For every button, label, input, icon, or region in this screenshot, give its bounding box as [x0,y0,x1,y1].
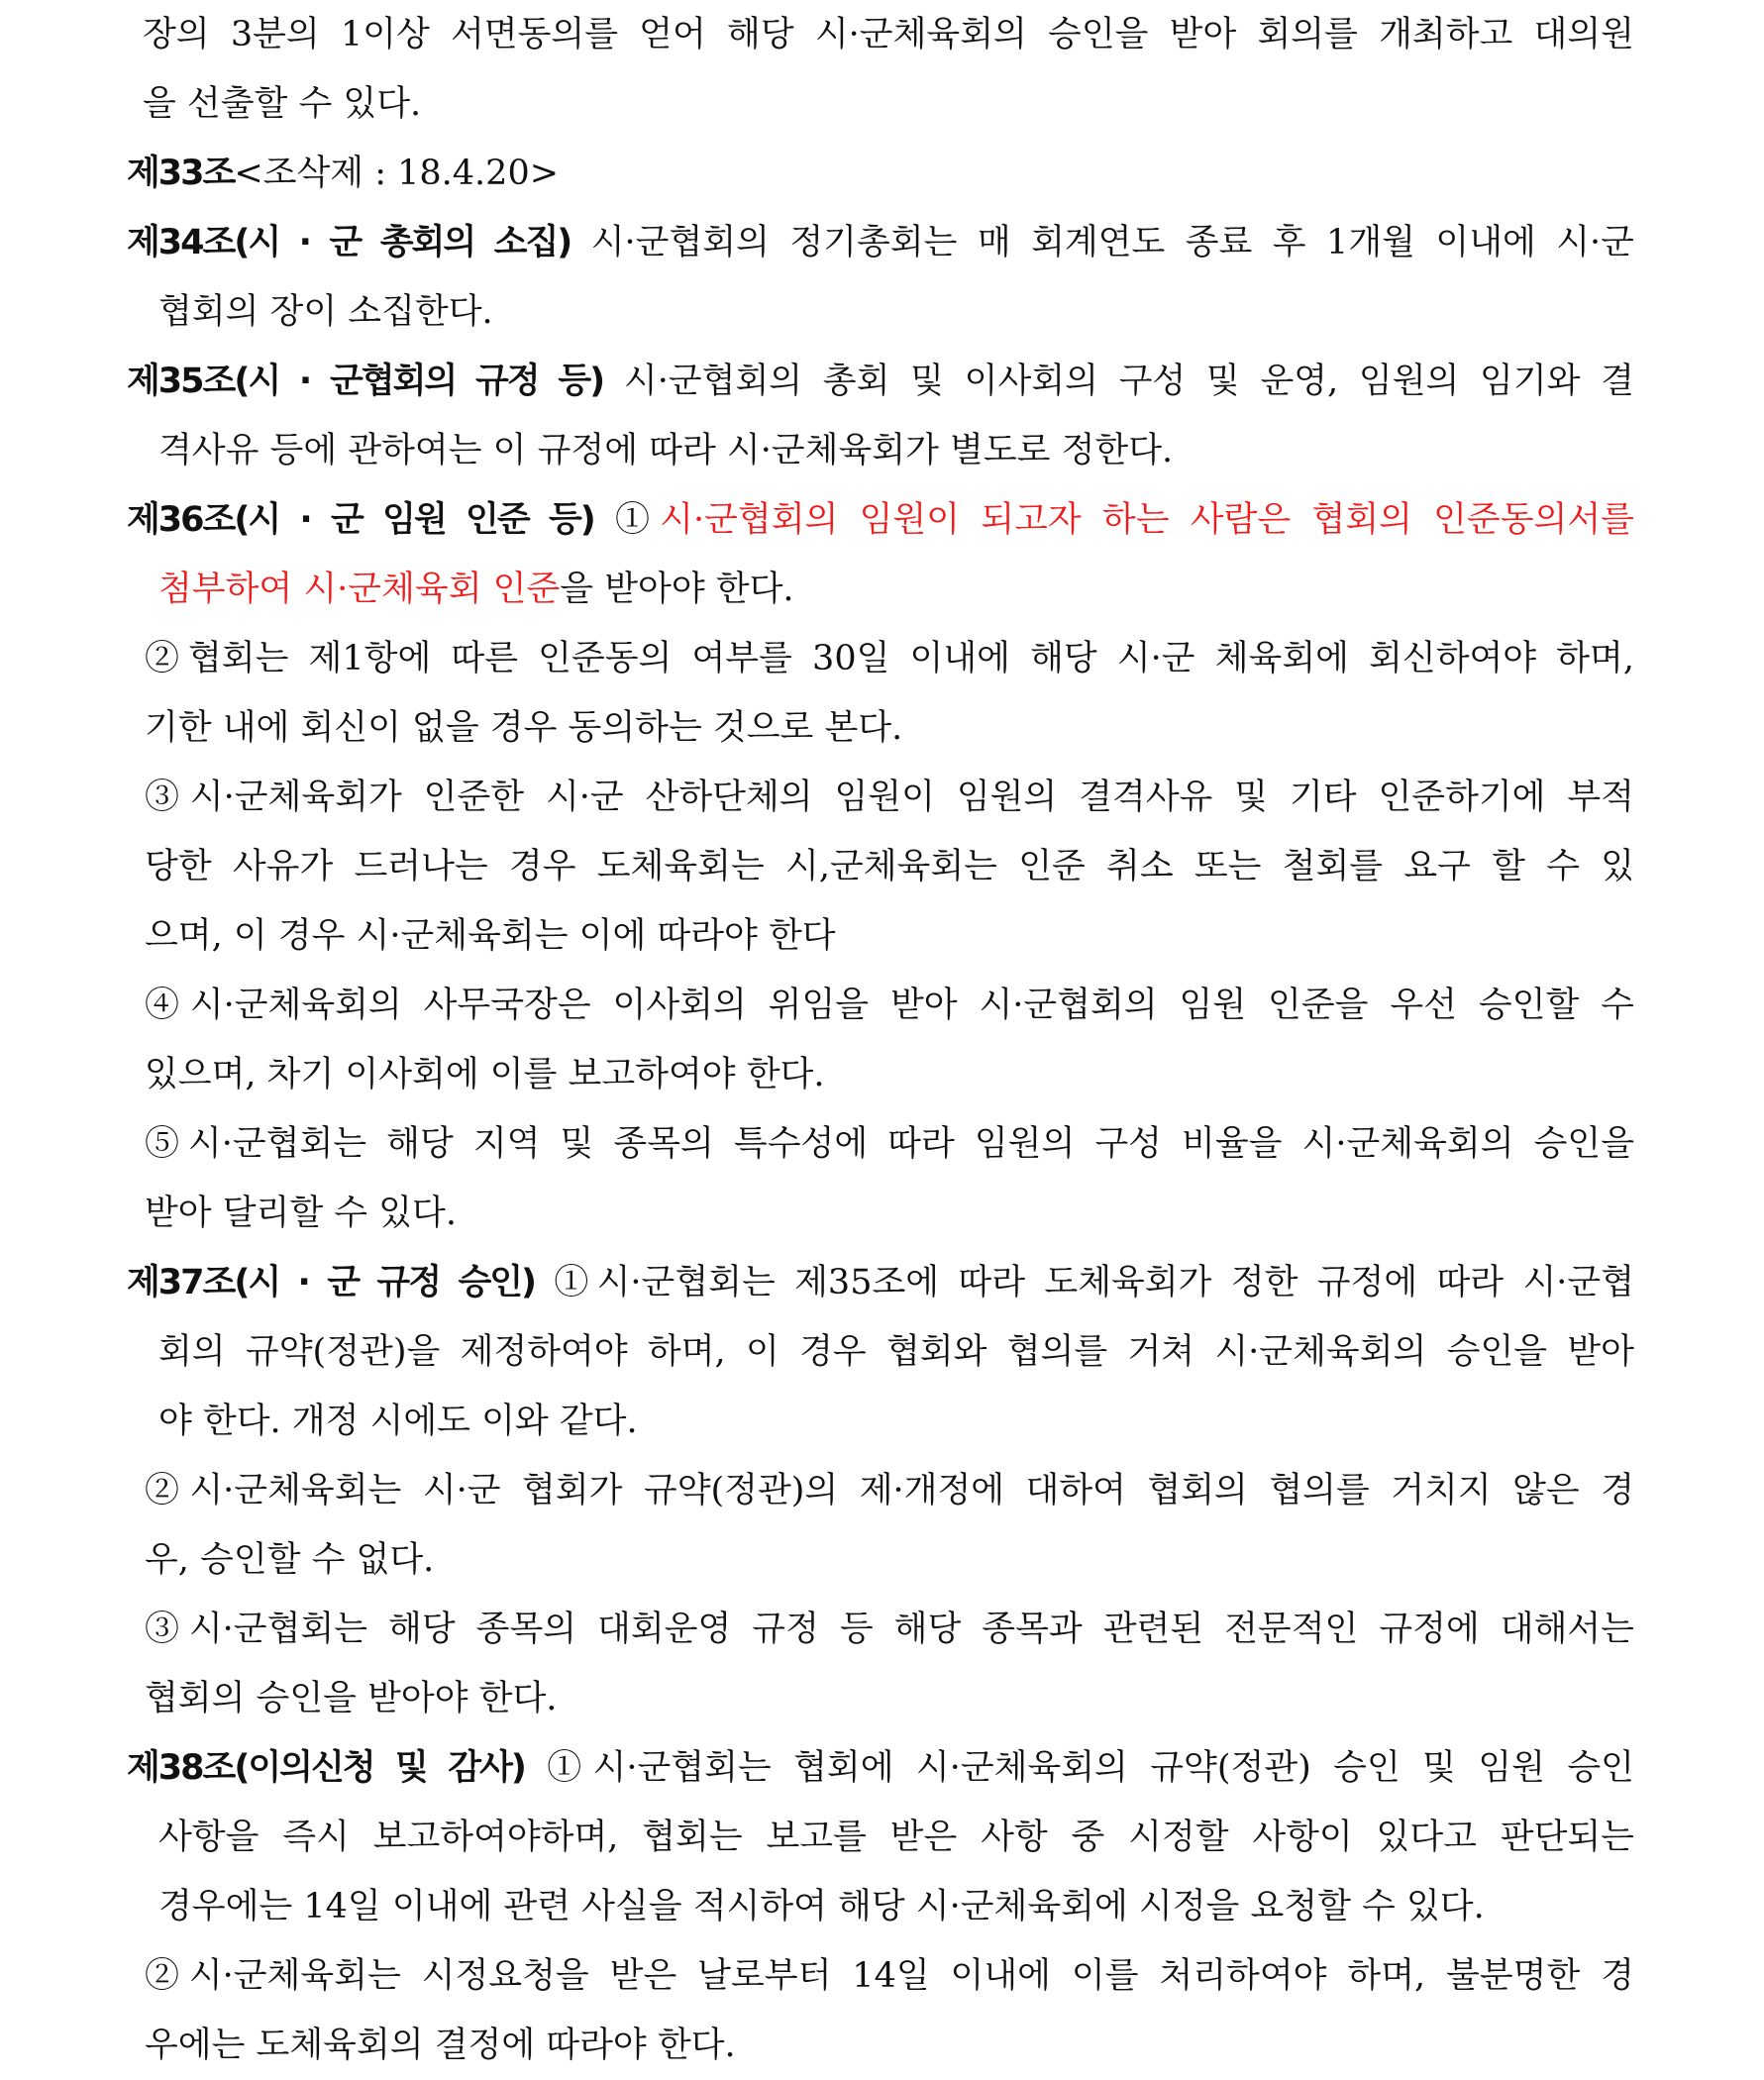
article-35-title: 제35조(시 · 군협회의 규정 등) [127,362,604,401]
article-37-title: 제37조(시 · 군 규정 승인) [127,1263,536,1302]
article-36-para-3-line-3: 으며, 이 경우 시·군체육회는 이에 따라야 한다 [145,916,836,956]
article-36-para-5-line-1: ⑤시·군협회는 해당 지역 및 종목의 특수성에 따라 임원의 구성 비율을 시·군체육회의 승인을 [145,1124,1634,1164]
article-38-para-2-line-2: 우에는 도체육회의 결정에 따라야 한다. [145,2026,736,2065]
article-36-para-4-line-2: 있으며, 차기 이사회에 이를 보고하여야 한다. [145,1055,825,1094]
article-36-para-3-line-2: 당한 사유가 드러나는 경우 도체육회는 시,군체육회는 인준 취소 또는 철회를 요구 할 수 있 [145,847,1634,886]
article-37-para-1-line-3: 야 한다. 개정 시에도 이와 같다. [158,1402,638,1441]
article-34-title: 제34조(시 · 군 총회의 소집) [127,223,571,262]
article-36-line-2 [125,555,1634,624]
article-37-para-1-line-2: 회의 규약(정관)을 제정하여야 하며, 이 경우 협회와 협의를 거쳐 시·군체육회의 승인을 받아 [158,1332,1634,1372]
article-38-line-1 [125,1733,1634,1803]
article-36-para-1-number: ① [593,500,661,540]
article-36-para-1-text: 을 받아야 한다. [560,570,794,609]
article-37-para-1-text-1: ①시·군협회는 제35조에 따라 도체육회가 정한 규정에 따라 시·군협 [535,1263,1634,1302]
article-38-para-1-line-3: 경우에는 14일 이내에 관련 사실을 적시하여 해당 시·군체육회에 시정을 요청할 수 있다. [158,1887,1485,1926]
article-36-para-1-highlight-2: 첨부하여 시·군체육회 인준 [158,570,561,609]
article-33 [125,139,1634,208]
article-36-para-2-line-1: ②협회는 제1항에 따른 인준동의 여부를 30일 이내에 해당 시·군 체육회에 회신하여야 하며, [145,639,1634,678]
document-page [125,0,1634,2080]
article-34-line-2: 협회의 장이 소집한다. [158,292,493,332]
article-32-continuation-line-2: 을 선출할 수 있다. [143,84,422,124]
article-38-para-2-line-1: ②시·군체육회는 시정요청을 받은 날로부터 14일 이내에 이를 처리하여야 하며, 불분명한 경 [145,1956,1634,1996]
article-36-para-4-line-1: ④시·군체육회의 사무국장은 이사회의 위임을 받아 시·군협회의 임원 인준을 우선 승인할 수 [145,986,1634,1025]
article-37-para-2-line-2: 우, 승인할 수 없다. [145,1540,435,1580]
article-35-text-1: 시·군협회의 총회 및 이사회의 구성 및 운영, 임원의 임기와 결 [603,362,1634,401]
article-36-title: 제36조(시 · 군 임원 인준 등) [127,500,594,540]
article-38-para-1-text-1: ①시·군협회는 협회에 시·군체육회의 규약(정관) 승인 및 임원 승인 [524,1748,1634,1788]
article-33-deletion-note: <조삭제 : 18.4.20> [234,154,560,193]
article-38-title: 제38조(이의신청 및 감사) [127,1748,525,1788]
article-36-line-1 [125,485,1634,555]
article-35-line-2: 격사유 등에 관하여는 이 규정에 따라 시·군체육회가 별도로 정한다. [158,431,1174,470]
article-36-para-2-line-2: 기한 내에 회신이 없을 경우 동의하는 것으로 본다. [145,708,903,748]
article-37-para-3-line-2: 협회의 승인을 받아야 한다. [145,1679,558,1718]
article-36-para-3-line-1: ③시·군체육회가 인준한 시·군 산하단체의 임원이 임원의 결격사유 및 기타 인준하기에 부적 [145,778,1634,817]
article-36-para-5-line-2: 받아 달리할 수 있다. [145,1194,457,1233]
article-37-para-2-line-1: ②시·군체육회는 시·군 협회가 규약(정관)의 제·개정에 대하여 협회의 협의를 거치지 않은 경 [145,1471,1634,1510]
article-38-para-1-line-2: 사항을 즉시 보고하여야하며, 협회는 보고를 받은 사항 중 시정할 사항이 있다고 판단되는 [158,1818,1634,1857]
article-34-text-1: 시·군협회의 정기총회는 매 회계연도 종료 후 1개월 이내에 시·군 [571,223,1634,262]
article-32-continuation-line-1: 장의 3분의 1이상 서면동의를 얻어 해당 시·군체육회의 승인을 받아 회의를 개최하고 대의원 [143,15,1634,54]
article-35-line-1 [125,347,1634,416]
article-37-para-3-line-1: ③시·군협회는 해당 종목의 대회운영 규정 등 해당 종목과 관련된 전문적인 규정에 대해서는 [145,1610,1634,1649]
article-37-line-1 [125,1248,1634,1317]
article-33-title: 제33조 [127,154,235,193]
article-36-para-1-highlight-1: 시·군협회의 임원이 되고자 하는 사람은 협회의 인준동의서를 [660,500,1634,540]
article-34-line-1 [125,208,1634,277]
